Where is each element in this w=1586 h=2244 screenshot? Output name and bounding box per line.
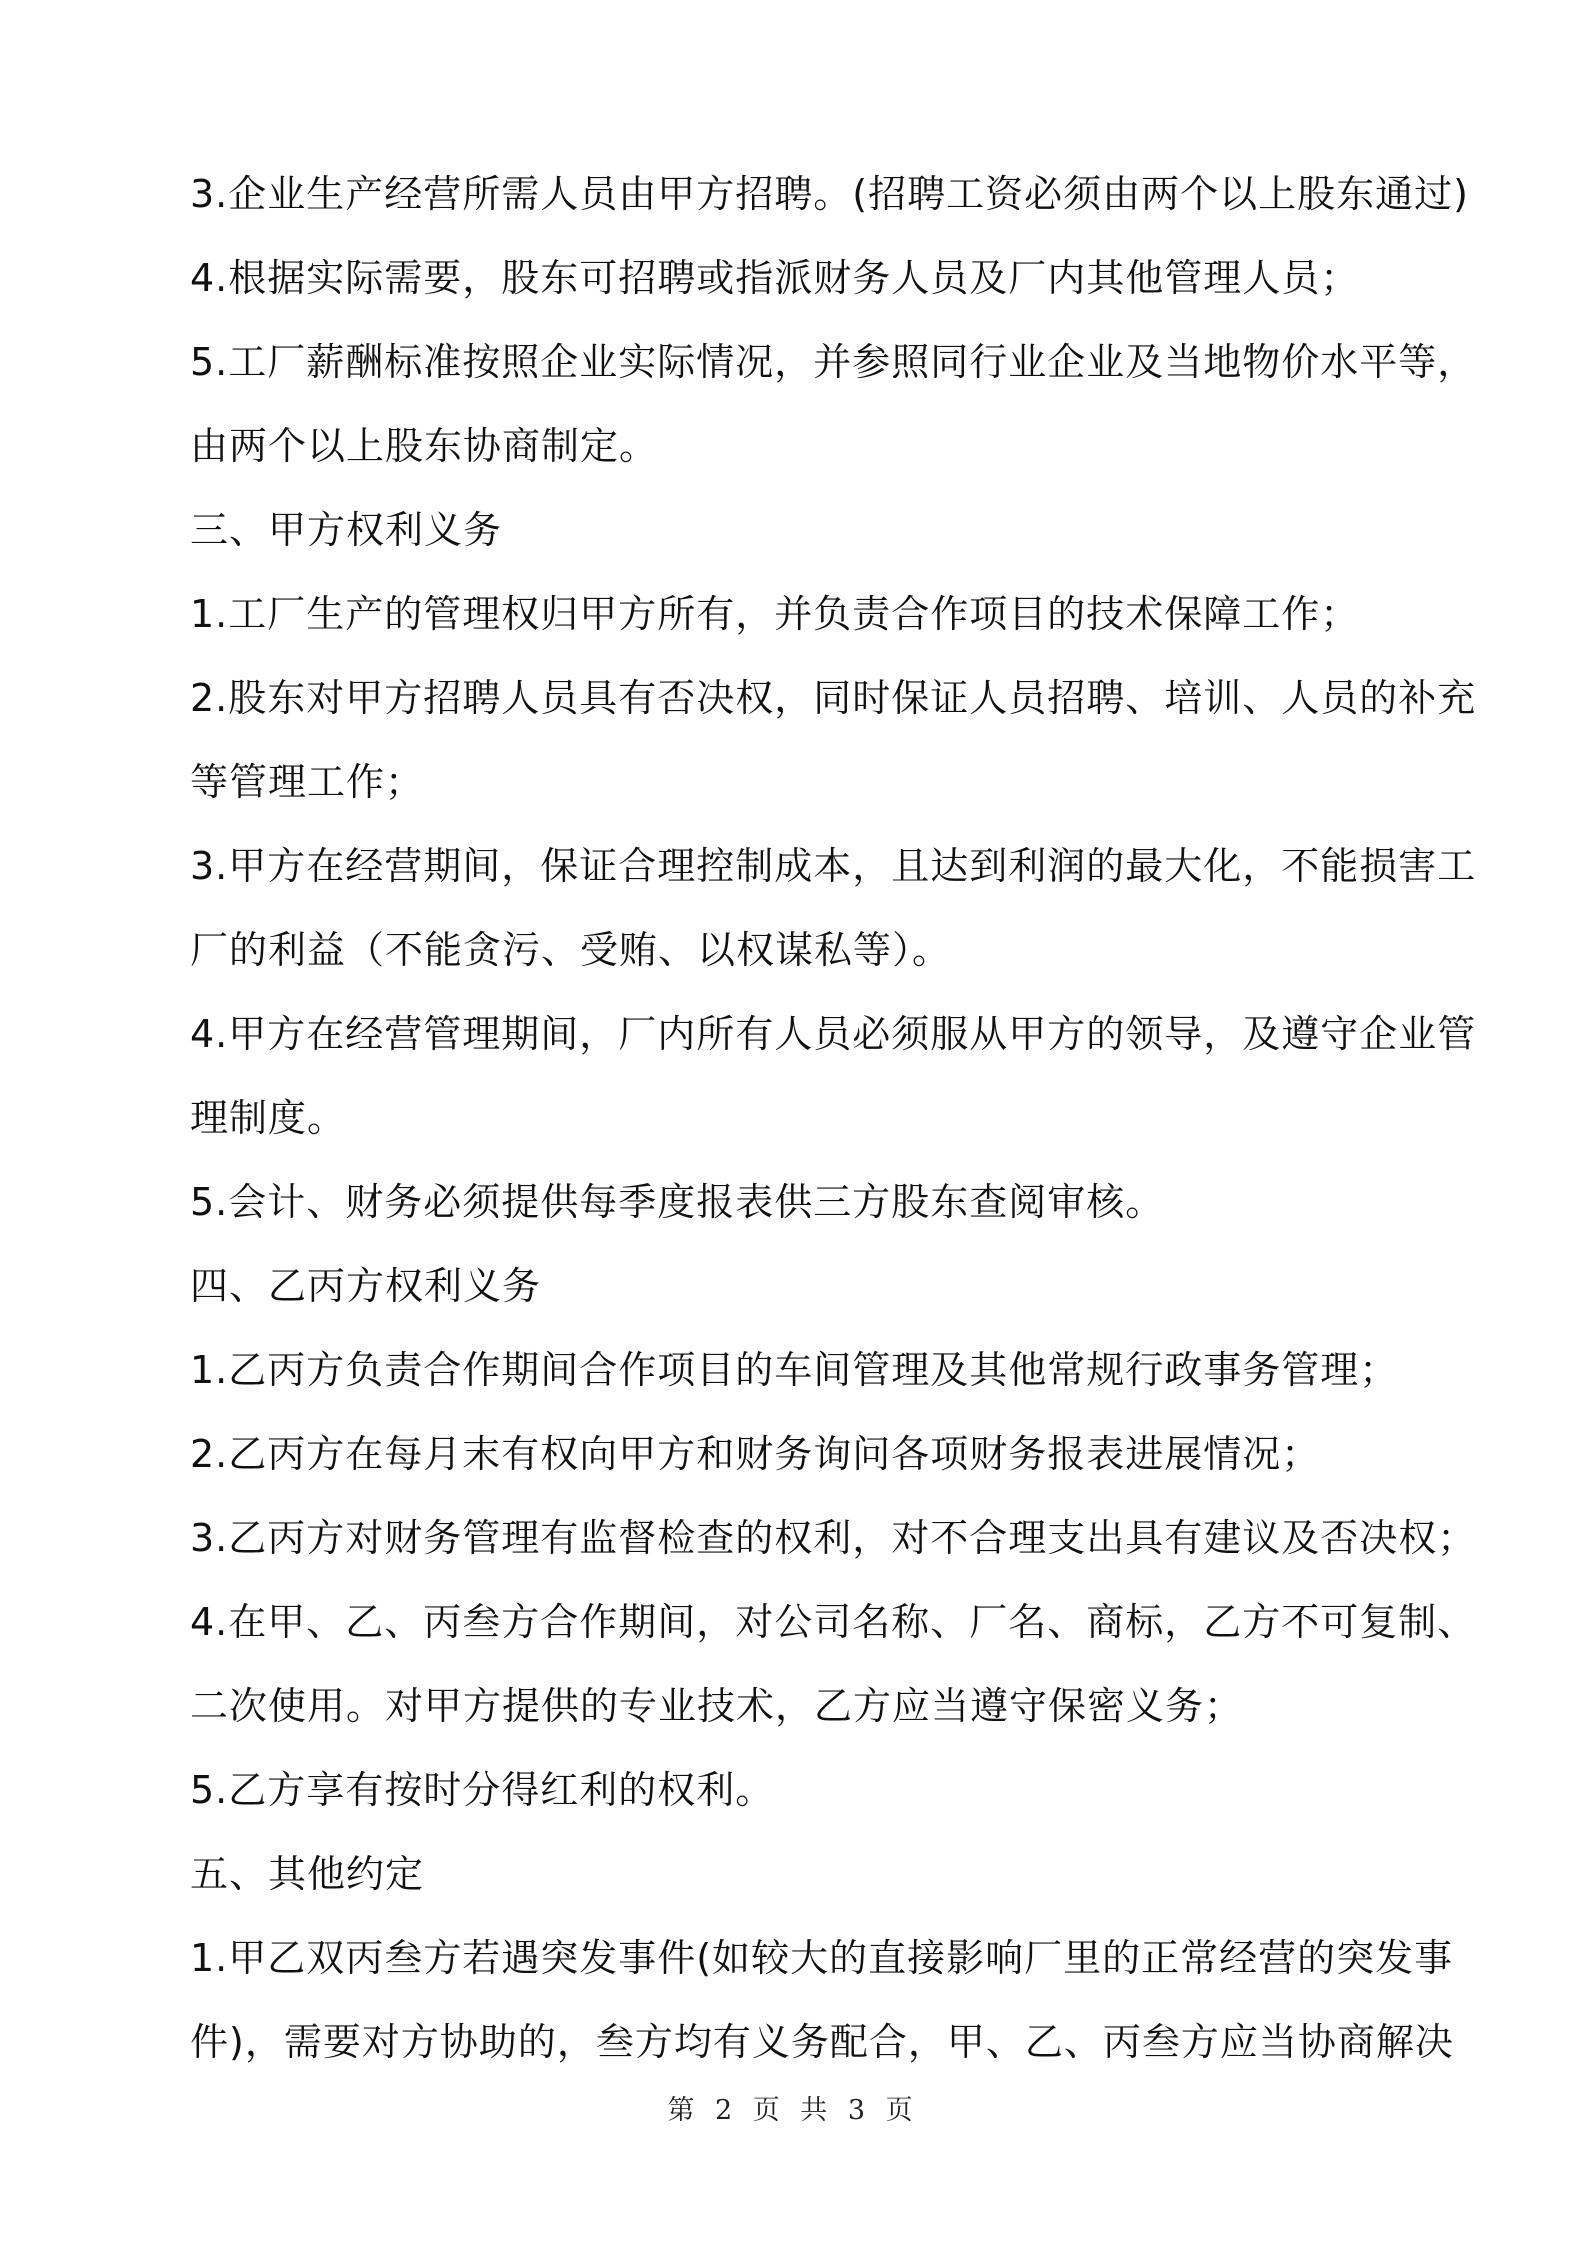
- text-line-8: 等管理工作；: [190, 760, 425, 804]
- document-body: [190, 152, 1477, 2084]
- text-line-15: 1.乙丙方负责合作期间合作项目的车间管理及其他常规行政事务管理；: [190, 1348, 1399, 1392]
- text-line-1: 3.企业生产经营所需人员由甲方招聘。(招聘工资必须由两个以上股东通过): [190, 172, 1469, 216]
- page-number-footer: 第 2 页 共 3 页: [667, 2095, 919, 2126]
- section-heading-4: 四、乙丙方权利义务: [190, 1264, 542, 1308]
- text-line-22: 1.甲乙双丙叁方若遇突发事件(如较大的直接影响厂里的正常经营的突发事: [190, 1936, 1454, 1980]
- text-line-12: 理制度。: [190, 1096, 347, 1140]
- text-line-18: 4.在甲、乙、丙叁方合作期间，对公司名称、厂名、商标，乙方不可复制、: [190, 1600, 1477, 1644]
- text-line-9: 3.甲方在经营期间，保证合理控制成本，且达到利润的最大化，不能损害工: [190, 844, 1477, 888]
- text-line-2: 4.根据实际需要，股东可招聘或指派财务人员及厂内其他管理人员；: [190, 256, 1360, 300]
- text-line-13: 5.会计、财务必须提供每季度报表供三方股东查阅审核。: [190, 1180, 1165, 1224]
- text-line-3: 5.工厂薪酬标准按照企业实际情况，并参照同行业企业及当地物价水平等，: [190, 340, 1477, 384]
- text-line-6: 1.工厂生产的管理权归甲方所有，并负责合作项目的技术保障工作；: [190, 592, 1360, 636]
- text-line-7: 2.股东对甲方招聘人员具有否决权，同时保证人员招聘、培训、人员的补充: [190, 676, 1477, 720]
- section-heading-3: 三、甲方权利义务: [190, 508, 503, 552]
- section-heading-5: 五、其他约定: [190, 1852, 425, 1896]
- text-line-20: 5.乙方享有按时分得红利的权利。: [190, 1768, 775, 1812]
- text-line-10: 厂的利益（不能贪污、受贿、以权谋私等）。: [190, 928, 952, 972]
- text-line-11: 4.甲方在经营管理期间，厂内所有人员必须服从甲方的领导，及遵守企业管: [190, 1012, 1477, 1056]
- text-line-19: 二次使用。对甲方提供的专业技术，乙方应当遵守保密义务；: [190, 1684, 1244, 1728]
- text-line-17: 3.乙丙方对财务管理有监督检查的权利，对不合理支出具有建议及否决权；: [190, 1516, 1477, 1560]
- text-line-23: 件)，需要对方协助的，叁方均有义务配合，甲、乙、丙叁方应当协商解决: [190, 2020, 1454, 2064]
- text-line-16: 2.乙丙方在每月末有权向甲方和财务询问各项财务报表进展情况；: [190, 1432, 1321, 1476]
- text-line-4: 由两个以上股东协商制定。: [190, 424, 659, 468]
